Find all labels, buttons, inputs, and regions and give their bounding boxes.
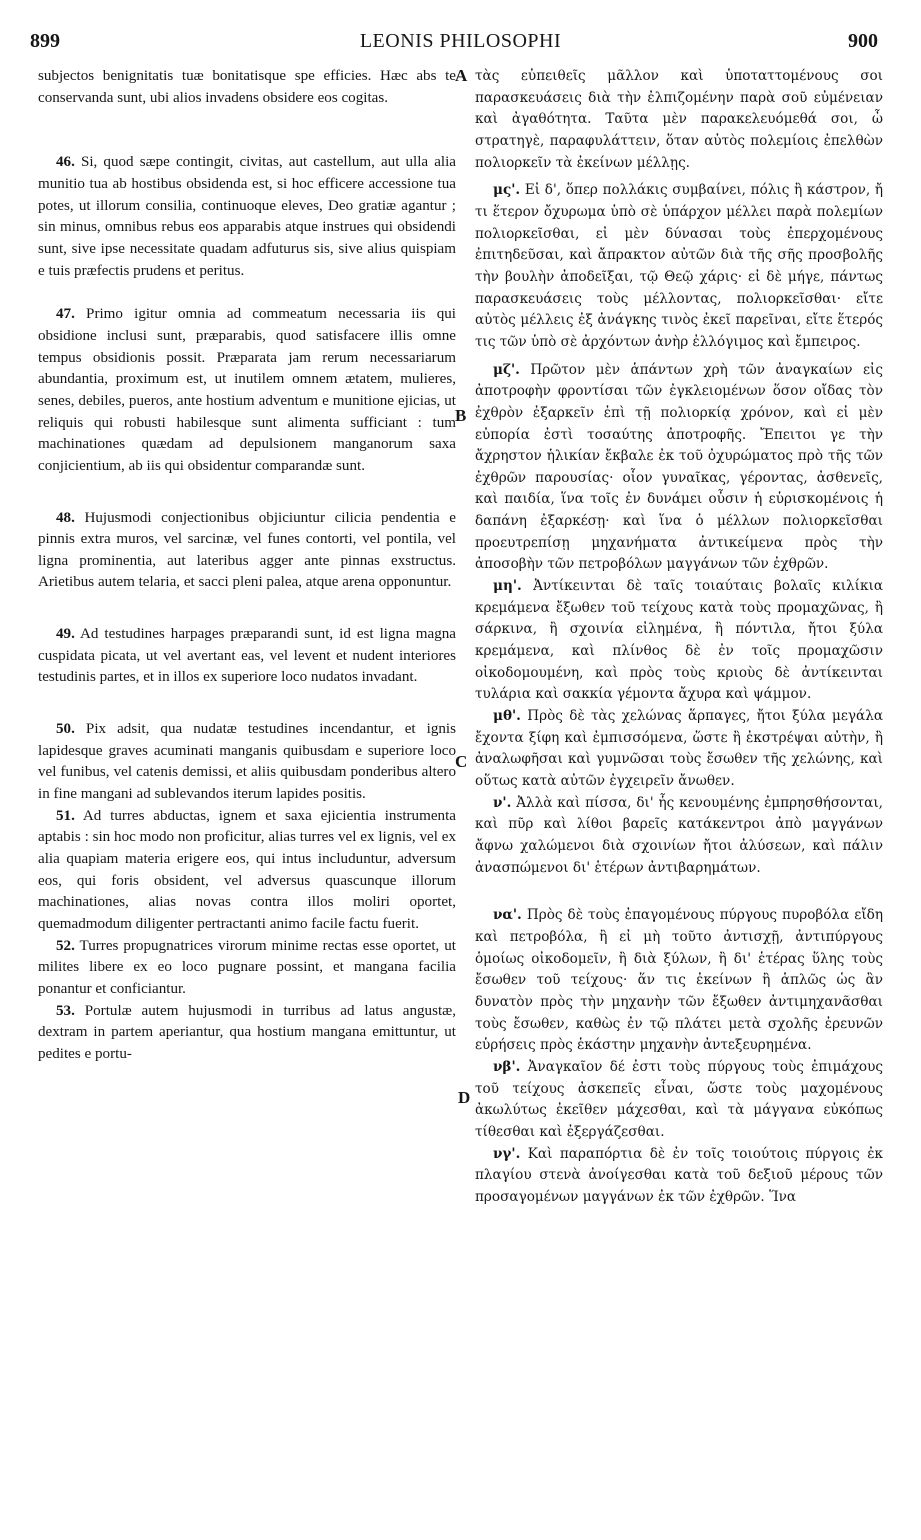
paragraph-text: subjectos benignitatis tuæ bonitatisque spe efficies. Hæc abs te conservanda sunt, ubi alios invadens obsidere eos cogitas. xyxy=(38,68,456,106)
page-title: LEONIS PHILOSOPHI xyxy=(359,30,562,52)
latin-paragraph-48 xyxy=(38,508,456,595)
paragraph-text: Καὶ παραπόρτια δὲ ἐν τοῖς τοιούτοις πύργοις ἐκ πλαγίου στενὰ ἀνοίγεσθαι κατὰ τοῦ δεξιοῦ μέρους τῶν προσαγομένων μαγγάνων ἐκ τῶν ἐχθρῶν. Ἵνα xyxy=(475,1145,883,1205)
paragraph-number: μθ'. xyxy=(493,708,521,725)
paragraph-number: 47. xyxy=(56,306,75,323)
right-page-number: 900 xyxy=(848,30,878,52)
latin-paragraph-53 xyxy=(38,1001,456,1066)
paragraph-number: 48. xyxy=(56,509,75,526)
paragraph-text: Ἀλλὰ καὶ πίσσα, δι' ἧς κενουμένης ἐμπρησθήσονται, καὶ πῦρ καὶ λίθοι βαρεῖς κατάκεντροι ἀπὸ μαγγάνων ἄφνω χαλώμενοι διὰ σχοινίων ἤτοι ἀλύσεων, καὶ πάλιν ἀνασπώμενοι δι' ἑτέρων ἀντιβαρημάτων. xyxy=(475,794,883,876)
latin-paragraph-46 xyxy=(38,152,456,282)
greek-paragraph-46 xyxy=(475,180,883,353)
latin-paragraph-49 xyxy=(38,624,456,689)
paragraph-text: Pix adsit, qua nudatæ testudines incendantur, et ignis lapidesque graves acuminati manganis quibusdam e superiore loco vel funibus, vel catenis demissi, et aliis quibusdam ponderibus altero in fine mangani ad sublevandos iterum lapides positis. xyxy=(38,721,456,803)
paragraph-number: 50. xyxy=(56,721,75,738)
latin-column xyxy=(38,66,456,1066)
paragraph-number: 46. xyxy=(56,154,75,171)
paragraph-text: Hujusmodi conjectionibus objiciuntur cilicia pendentia e pinnis extra muros, vel sarcinæ, vel funes contorti, vel pontila, vel ligna prominentia, aut lateribus agger ante pinnas exstructus. Arietibus autem telaria, et sacci pleni palea, atque arena opponuntur. xyxy=(38,509,456,591)
paragraph-text: Primo igitur omnia ad commeatum necessaria iis qui obsidione inclusi sunt, præparabis, quod satisfacere illis omne tempus obsidionis possit. Præparata jam rerum necessariarum abundantia, proximum est, ut inutilem omnem ætatem, mulieres, senes, debiles, pueros, ante hostium adventum e munitione ejicias, ut reliquis qui robusti habilesque sunt alimenta sufficiant : tum machinationes quædam ad depulsionem manganorum saxa conjicientium, ab iis qui obsidentur comparandæ sunt. xyxy=(38,306,456,474)
paragraph-number: μς'. xyxy=(493,182,521,199)
paragraph-number: 49. xyxy=(56,626,75,643)
greek-paragraph-48 xyxy=(475,576,883,706)
latin-paragraph-52 xyxy=(38,936,456,1001)
paragraph-number: νγ'. xyxy=(493,1145,521,1162)
paragraph-number: 52. xyxy=(56,937,75,954)
page-header xyxy=(0,30,921,56)
paragraph-text: Portulæ autem hujusmodi in turribus ad latus angustæ, dextram in partem aperiantur, qua hostium mangana emittuntur, ut pedites e portu- xyxy=(38,1002,456,1062)
greek-column xyxy=(475,66,883,1208)
greek-paragraph-53 xyxy=(475,1144,883,1209)
paragraph-text: Πρῶτον μὲν ἁπάντων χρὴ τῶν ἀναγκαίων εἰς ἀποτροφὴν φροντίσαι τῶν ἐγκλειομένων ὅσον οἴδας τὸν ἐχθρὸν ἐξαρκεῖν ἐπὶ τῇ πολιορκίᾳ χρόνον, καὶ εἰ μὲν εὐπορία ἐστὶ τοσαύτης ἀποτροφῆς. Ἔπειτοι γε τὴν ἄχρηστον ἡλικίαν ἔκβαλε ἐκ τοῦ ὀχυρώματος πρὸ τῆς τῶν ἐχθρῶν παρουσίας· οἷον γυναῖκας, γέροντας, ἀσθενεῖς, καὶ παιδία, ἵνα τοῖς ἐν δυνάμει οὖσιν ἡ εὑρισκομένοις ἡ δαπάνη ἐξαρκέσῃ· καὶ ἵνα ὁ μέλλων πολιορκεῖσθαι προευτρεπίσῃ μηχανήματα ἀντικείμενα πρὸς τὴν ἀποσοβὴν τῶν πετροβόλων μαγγάνων τῶν ἐχθρῶν. xyxy=(475,361,883,573)
paragraph-text: Πρὸς δὲ τὰς χελώνας ἅρπαγες, ἤτοι ξύλα μεγάλα ἔχοντα ξίφη καὶ ἐμπισσόμενα, ὥστε ἢ ἐκστρέψαι αὐτὴν, ἢ ἀναλωφῆσαι καὶ γυμνῶσαι τοὺς ἔσωθεν τῆς χελώνης, καὶ οὕτως κατὰ αὐτῶν ἐγχειρεῖν ἄνωθεν. xyxy=(475,708,884,789)
margin-letter-a: A xyxy=(455,66,468,85)
paragraph-text: τὰς εὐπειθεῖς μᾶλλον καὶ ὑποταττομένους σοι παρασκευάσεις διὰ τὴν ἐλπιζομένην παρὰ σοῦ εὐμένειαν καὶ ἀγαθότητα. Ταῦτα μὲν παρακελευόμεθά σοι, ὦ στρατηγὲ, παραφυλάττειν, ὅταν αὐτὸς πολεμίοις ἐπελθὼν πολιορκεῖν τὰ ἐκείνων μέλλῃς. xyxy=(475,68,883,171)
paragraph-number: να'. xyxy=(493,907,522,924)
paragraph-number: 51. xyxy=(56,807,75,824)
greek-paragraph-51 xyxy=(475,905,883,1057)
margin-letter-d: D xyxy=(458,1088,471,1107)
greek-paragraph-50 xyxy=(475,793,883,880)
latin-paragraph-51 xyxy=(38,806,456,936)
paragraph-number: μζ'. xyxy=(493,361,520,378)
paragraph-number: 53. xyxy=(56,1002,75,1019)
paragraph-text: Turres propugnatrices virorum minime rectas esse oportet, ut milites libere ex eo loco pugnare possint, et mangana facilia ponantur et conficiantur. xyxy=(38,937,456,997)
paragraph-number: ν'. xyxy=(493,794,512,811)
paragraph-text: Ad testudines harpages præparandi sunt, id est ligna magna cuspidata picata, ut vel avertant eas, vel levent et nudent interiores testudinis partes, et in illos ex superiore loco nudatos invadant. xyxy=(38,626,456,686)
paragraph-text: Ad turres abductas, ignem et saxa ejicientia instrumenta aptabis : sin hoc modo non proficitur, alias turres vel ex lignis, vel ex alia quapiam materia erigere eos, qui intus includuntur, adversum eos, qui foris obsident, vel adversus quascunque illorum machinationes, alias novas contra illos moliri oportet, quemadmodum diligenter pertractanti animo facile factu fuerit. xyxy=(38,807,456,932)
paragraph-text: Πρὸς δὲ τοὺς ἐπαγομένους πύργους πυροβόλα εἴδη καὶ πετροβόλα, ἢ εἰ μὴ τοῦτο ἀντισχῇ, ἀντιπύργους ὁμοίως οἰκοδομεῖν, ἢ διὰ ξύλων, ἢ δι' ἑτέρας ὕλης τοὺς ἔσωθεν τοῦ τείχους· ἅν τις ἐκείνων ἢ ἁπλῶς ὡς ἂν δυνατὸν πρὸς τὴν μηχανὴν τῶν ἔξωθεν ἀντιμηχανᾶσθαι τοὺς ἔσωθεν, καθὼς ἐν τῷ πλάτει μετὰ σχολῆς ἐρευνῶν εὑρήσεις πρὸς ἑκάστην μηχανὴν ἀντεξευρημένα. xyxy=(475,907,883,1054)
latin-paragraph-50 xyxy=(38,719,456,806)
paragraph-text: Εἰ δ', ὅπερ πολλάκις συμβαίνει, πόλις ἢ κάστρον, ἤ τι ἕτερον ὄχυρωμα ὑπὸ σὲ ὑπάρχον μέλλει παρὰ πολεμίων πολιορκεῖσθαι, εἰ μὲν δύνασαι τοὺς ἐπερχομένους ἐπιτηδεῦσαι, καὶ ἄπρακτον αὐτῶν διὰ τῆς σῆς προσβολῆς τὴν βουλὴν ἀποδεῖξαι, τῷ Θεῷ χάρις· εἰ δὲ μήγε, πάντως παρασκευάσεις τοὺς μέλλοντας, πολιορκεῖσθαι· εἴτε αὐτὸς μέλλεις ἐξ ἀνάγκης τινὸς ἐκεῖ παρεῖναι, εἴτε ἕτερός τις τῶν ὑπὸ σὲ ἀρχόντων ἀνὴρ ἐλλόγιμος καὶ ἔμπειρος. xyxy=(475,182,884,350)
left-page-number: 899 xyxy=(30,30,60,52)
latin-paragraph-intro xyxy=(38,66,456,109)
paragraph-text: Ἀντίκεινται δὲ ταῖς τοιαύταις βολαῖς κιλίκια κρεμάμενα ἔξωθεν τοῦ τείχους κατὰ τοὺς προμαχῶνας, ἢ σάρκινα, ἢ σχοινία εἰλημένα, ἢ πόντιλα, ἤτοι ξύλα κρεμάμενα, καὶ πλίνθος δὲ ἐν τοῖς προμαχῶσιν οἰκοδομουμένη, καὶ πρὸς τοὺς κριοὺς δὲ ἀντίκεινται τυλάρια καὶ σακκία γέμοντα ἄχυρα καὶ ψάμμον. xyxy=(475,578,883,703)
margin-letter-c: C xyxy=(455,752,468,771)
paragraph-number: νβ'. xyxy=(493,1058,521,1075)
greek-paragraph-intro xyxy=(475,66,883,174)
greek-paragraph-49 xyxy=(475,706,883,793)
paragraph-text: Si, quod sæpe contingit, civitas, aut castellum, aut ulla alia munitio tua ab hostibus obsidenda est, si hoc efficere accessione tua potes, ut illorum consilia, continuoque eleves, Deo gratiæ agantur ; sin minus, omnibus rebus eos apparabis atque instrues qui obsidendi sunt, sive ipse necessitate quadam adfuturus sis, sive alius quispiam e tuis præfectis prudens et peritus. xyxy=(38,154,456,279)
margin-letter-b: B xyxy=(455,406,467,425)
paragraph-number: μη'. xyxy=(493,578,522,595)
greek-paragraph-52 xyxy=(475,1057,883,1144)
latin-paragraph-47 xyxy=(38,304,456,477)
paragraph-text: Ἀναγκαῖον δέ ἐστι τοὺς πύργους τοὺς ἐπιμάχους τοῦ τείχους ἀσκεπεῖς εἶναι, ὥστε τοὺς μαχομένους ἀκωλύτως ἐκεῖθεν μάχεσθαι, καὶ τὰ μάγγανα εὐκόπως τίθεσθαι καὶ ἐξεργάζεσθαι. xyxy=(475,1058,883,1140)
greek-paragraph-47 xyxy=(475,360,883,577)
